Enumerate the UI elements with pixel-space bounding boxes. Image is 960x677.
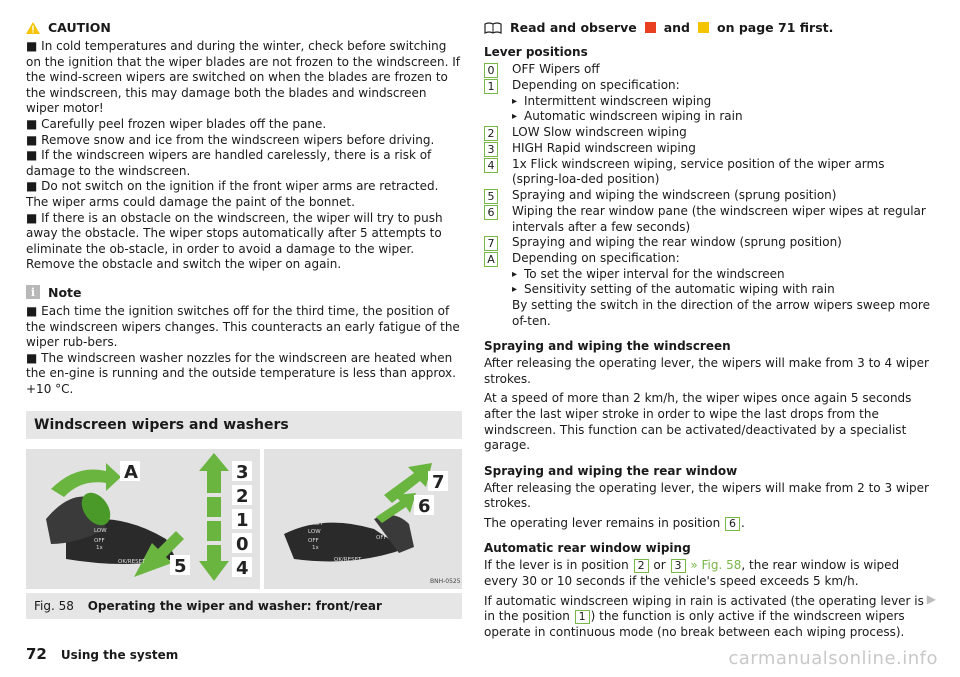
- position-key: 6: [484, 205, 498, 220]
- spray-rear-text2: [484, 516, 932, 532]
- position-row: [484, 141, 932, 157]
- position-row: [484, 188, 932, 204]
- caution-item: ■ In cold temperatures and during the winter, check before switching on the ignition that the wiper blades are not frozen to the windscreen. If the wind-screen wipers are switched on when the blades are frozen to the windscreen, this may damage both the blades and windscreen wiper motor!: [26, 39, 460, 116]
- text-fragment: If the lever is in position: [484, 558, 629, 573]
- auto-rear-title: Automatic rear window wiping: [484, 541, 691, 556]
- page-number: 72: [26, 645, 47, 663]
- figure-code: BNH-0525: [430, 578, 461, 586]
- figure-58: [26, 449, 462, 589]
- position-bullet: ▸ Intermittent windscreen wiping: [512, 94, 932, 110]
- position-key: 2: [484, 126, 498, 141]
- book-icon: [484, 22, 502, 34]
- left-column: [26, 20, 462, 619]
- caution-item: ■ If the windscreen wipers are handled carelessly, there is a risk of damage to the windscreen.: [26, 148, 432, 178]
- position-key: 4: [484, 158, 498, 173]
- read-prefix: Read and observe: [510, 20, 637, 35]
- label-7: 7: [432, 472, 445, 494]
- label-5: 5: [174, 556, 187, 578]
- caution-heading: [26, 20, 462, 35]
- label-2: 2: [236, 486, 249, 508]
- text-fragment: or: [653, 558, 666, 573]
- lever-text: LOW: [94, 528, 107, 535]
- watermark: carmanualsonline.info: [728, 648, 938, 669]
- read-suffix: on page 71 first.: [717, 20, 834, 35]
- text-fragment: , the rear window is wiped every 30 or 10 seconds if the vehicle's speed exceeds 5 km/h.: [484, 558, 900, 589]
- text-fragment: If automatic windscreen wiping in rain is activated (the operating lever is in the position: [484, 593, 924, 624]
- auto-rear-text2: [484, 594, 932, 641]
- auto-rear-text: [484, 558, 932, 589]
- spray-rear-text: After releasing the operating lever, the wipers will make from 2 to 3 wiper strokes.: [484, 480, 929, 511]
- position-key-inline: 2: [634, 559, 649, 573]
- lever-positions-title: Lever positions: [484, 45, 588, 59]
- position-row: [484, 204, 932, 235]
- rear-lever-illustration: [264, 449, 462, 589]
- caution-item: ■ Do not switch on the ignition if the front wiper arms are retracted. The wiper arms could damage the paint of the bonnet.: [26, 179, 439, 209]
- caution-square-icon: [698, 22, 709, 33]
- lever-text: OFF: [308, 538, 319, 545]
- figure-panel-front: [26, 449, 260, 589]
- arrow-note: By setting the switch in the direction of the arrow wipers sweep more of-ten.: [512, 297, 930, 328]
- figure-number: Fig. 58: [34, 599, 74, 614]
- read-and: and: [663, 20, 691, 35]
- figure-caption: [26, 593, 462, 619]
- position-key: 0: [484, 63, 498, 78]
- note-title: Note: [48, 284, 82, 300]
- position-key: 5: [484, 189, 498, 204]
- position-key-inline: 3: [671, 559, 686, 573]
- lever-text: LOW: [308, 529, 321, 536]
- label-a: A: [124, 462, 138, 484]
- right-column: [484, 20, 932, 640]
- caution-icon: [26, 22, 40, 34]
- position-row: [484, 235, 932, 251]
- position-row: [484, 157, 932, 188]
- label-0: 0: [236, 534, 249, 556]
- label-3: 3: [236, 462, 249, 484]
- lever-text: OK/RESET: [334, 557, 362, 564]
- position-text: Spraying and wiping the rear window (sprung position): [512, 235, 842, 250]
- lever-text: OFF: [94, 538, 105, 545]
- lever-text: HIGH: [308, 521, 323, 528]
- lever-text: OK/RESET: [118, 559, 146, 566]
- position-key-inline: 1: [575, 610, 590, 624]
- caution-item: ■ If there is an obstacle on the windscreen, the wiper will try to push away the obstacle. The wiper stops automatically after 5 attempts to eliminate the ob-stacle, in order to avoid a damage to the wiper. Remove the obstacle and switch the wiper on again.: [26, 210, 443, 272]
- position-text: 1x Flick windscreen wiping, service position of the wiper arms (spring-loa-ded position): [512, 156, 885, 187]
- position-bullet: ▸ Automatic windscreen wiping in rain: [512, 109, 932, 125]
- page-footer: [26, 645, 178, 663]
- position-row: [484, 62, 932, 78]
- front-lever-illustration: [26, 449, 260, 589]
- figure-link[interactable]: » Fig. 58: [690, 558, 742, 573]
- figure-title: Operating the wiper and washer: front/rear: [87, 599, 382, 614]
- note-item: ■ Each time the ignition switches off for the third time, the position of the windscreen wipers changes. This counteracts an early fatigue of the wiper rub-bers.: [26, 303, 460, 350]
- footer-text: Using the system: [60, 648, 179, 662]
- position-key: 1: [484, 79, 498, 94]
- position-text: Depending on specification:: [512, 251, 680, 266]
- caution-title: CAUTION: [48, 20, 111, 35]
- position-text: HIGH Rapid windscreen wiping: [512, 140, 696, 155]
- spray-front-text: After releasing the operating lever, the wipers will make from 3 to 4 wiper strokes.: [484, 356, 929, 386]
- position-key: 7: [484, 236, 498, 251]
- position-text: Spraying and wiping the windscreen (sprung position): [512, 187, 837, 202]
- note-item: ■ The windscreen washer nozzles for the windscreen are heated when the en-gine is running and the outside temperature is less than approx. +10 °C.: [26, 350, 456, 396]
- position-text: Depending on specification:: [512, 78, 680, 92]
- lever-text: 1x: [312, 545, 319, 552]
- position-row: [484, 78, 932, 125]
- note-heading: [26, 285, 462, 300]
- caution-item: ■ Remove snow and ice from the windscreen wipers before driving.: [26, 132, 435, 147]
- spray-front-title: Spraying and wiping the windscreen: [484, 339, 731, 354]
- label-1: 1: [236, 510, 249, 532]
- text-fragment: ) the function is only active if the windscreen wipers operate in continuous mode (no break between each wiping process).: [484, 609, 905, 639]
- spray-rear-title: Spraying and wiping the rear window: [484, 463, 738, 478]
- position-key: 3: [484, 142, 498, 157]
- lever-text: OFF: [376, 535, 387, 542]
- caution-item: ■ Carefully peel frozen wiper blades off the pane.: [26, 116, 327, 131]
- label-6: 6: [418, 496, 431, 518]
- section-title: Windscreen wipers and washers: [26, 411, 462, 439]
- position-row: [484, 125, 932, 141]
- read-observe-line: [484, 20, 932, 35]
- position-bullet: ▸ To set the wiper interval for the windscreen: [512, 267, 932, 283]
- position-text: Wiping the rear window pane (the windscreen wiper wipes at regular intervals after a few seconds): [512, 203, 926, 234]
- info-icon: i: [26, 285, 40, 299]
- lever-text: 1x: [96, 545, 103, 552]
- spray-front-text2: At a speed of more than 2 km/h, the wiper wipes once again 5 seconds after the last wiper stroke in order to wipe the last drops from the windscreen. This function can be activated/deactivated by a specialist garage.: [484, 391, 912, 453]
- continue-arrow-icon: ▶: [926, 592, 936, 606]
- position-row: [484, 251, 932, 329]
- position-text: OFF Wipers off: [512, 62, 600, 76]
- position-text: LOW Slow windscreen wiping: [512, 124, 687, 139]
- warning-icon: [645, 22, 656, 33]
- text-fragment: The operating lever remains in position: [484, 515, 721, 530]
- label-4: 4: [236, 558, 249, 580]
- position-key-inline: 6: [725, 517, 740, 531]
- position-bullet: ▸ Sensitivity setting of the automatic wiping with rain: [512, 282, 932, 298]
- text-fragment: .: [741, 515, 745, 530]
- position-key: A: [484, 252, 498, 267]
- figure-panel-rear: [264, 449, 462, 589]
